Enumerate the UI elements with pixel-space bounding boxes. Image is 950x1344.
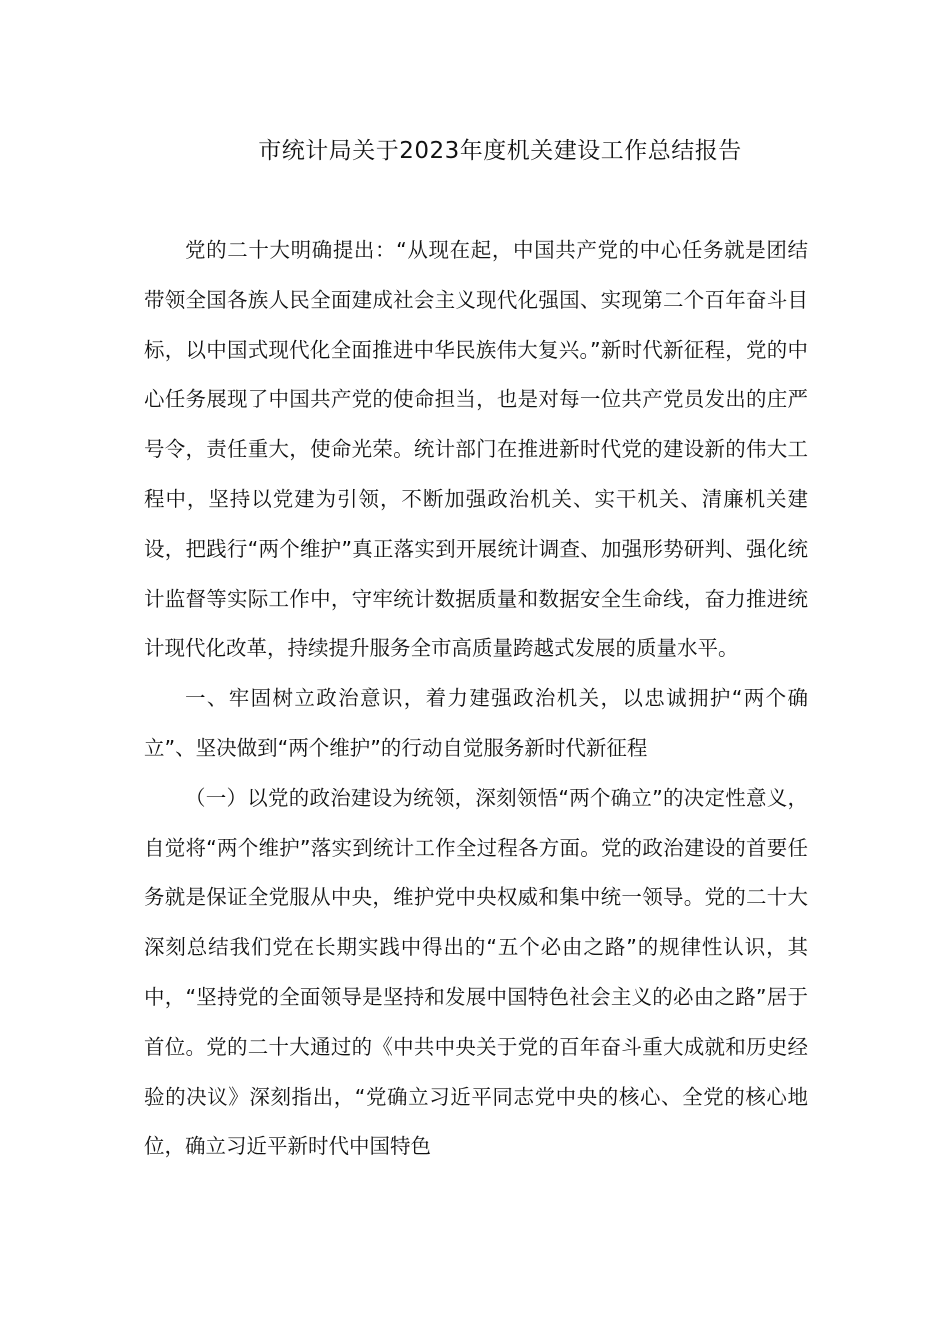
paragraph-subsection-1: （一）以党的政治建设为统领，深刻领悟“两个确立”的决定性意义，自觉将“两个维护”落实到统计工作全过程各方面。党的政治建设的首要任务就是保证全党服从中央，维护党中央权威和集中统一领导。党的二十大深刻总结我们党在长期实践中得出的“五个必由之路”的规律性认识，其中，“坚持党的全面领导是坚持和发展中国特色社会主义的必由之路”居于首位。党的二十大通过的《中共中央关于党的百年奋斗重大成就和历史经验的决议》深刻指出，“党确立习近平同志党中央的核心、全党的核心地位，确立习近平新时代中国特色	[144, 785, 808, 1159]
paragraph-section-heading-1: 一、牢固树立政治意识，着力建强政治机关，以忠诚拥护“两个确立”、坚决做到“两个维护”的行动自觉服务新时代新征程	[144, 686, 808, 760]
document-title: 市统计局关于2023年度机关建设工作总结报告	[258, 138, 742, 164]
paragraph-intro: 党的二十大明确提出：“从现在起，中国共产党的中心任务就是团结带领全国各族人民全面建成社会主义现代化强国、实现第二个百年奋斗目标，以中国式现代化全面推进中华民族伟大复兴。”新时代新征程，党的中心任务展现了中国共产党的使命担当，也是对每一位共产党员发出的庄严号令，责任重大，使命光荣。统计部门在推进新时代党的建设新的伟大工程中，坚持以党建为引领，不断加强政治机关、实干机关、清廉机关建设，把践行“两个维护”真正落实到开展统计调查、加强形势研判、强化统计监督等实际工作中，守牢统计数据质量和数据安全生命线，奋力推进统计现代化改革，持续提升服务全市高质量跨越式发展的质量水平。	[144, 238, 808, 661]
document-body	[144, 226, 808, 1172]
